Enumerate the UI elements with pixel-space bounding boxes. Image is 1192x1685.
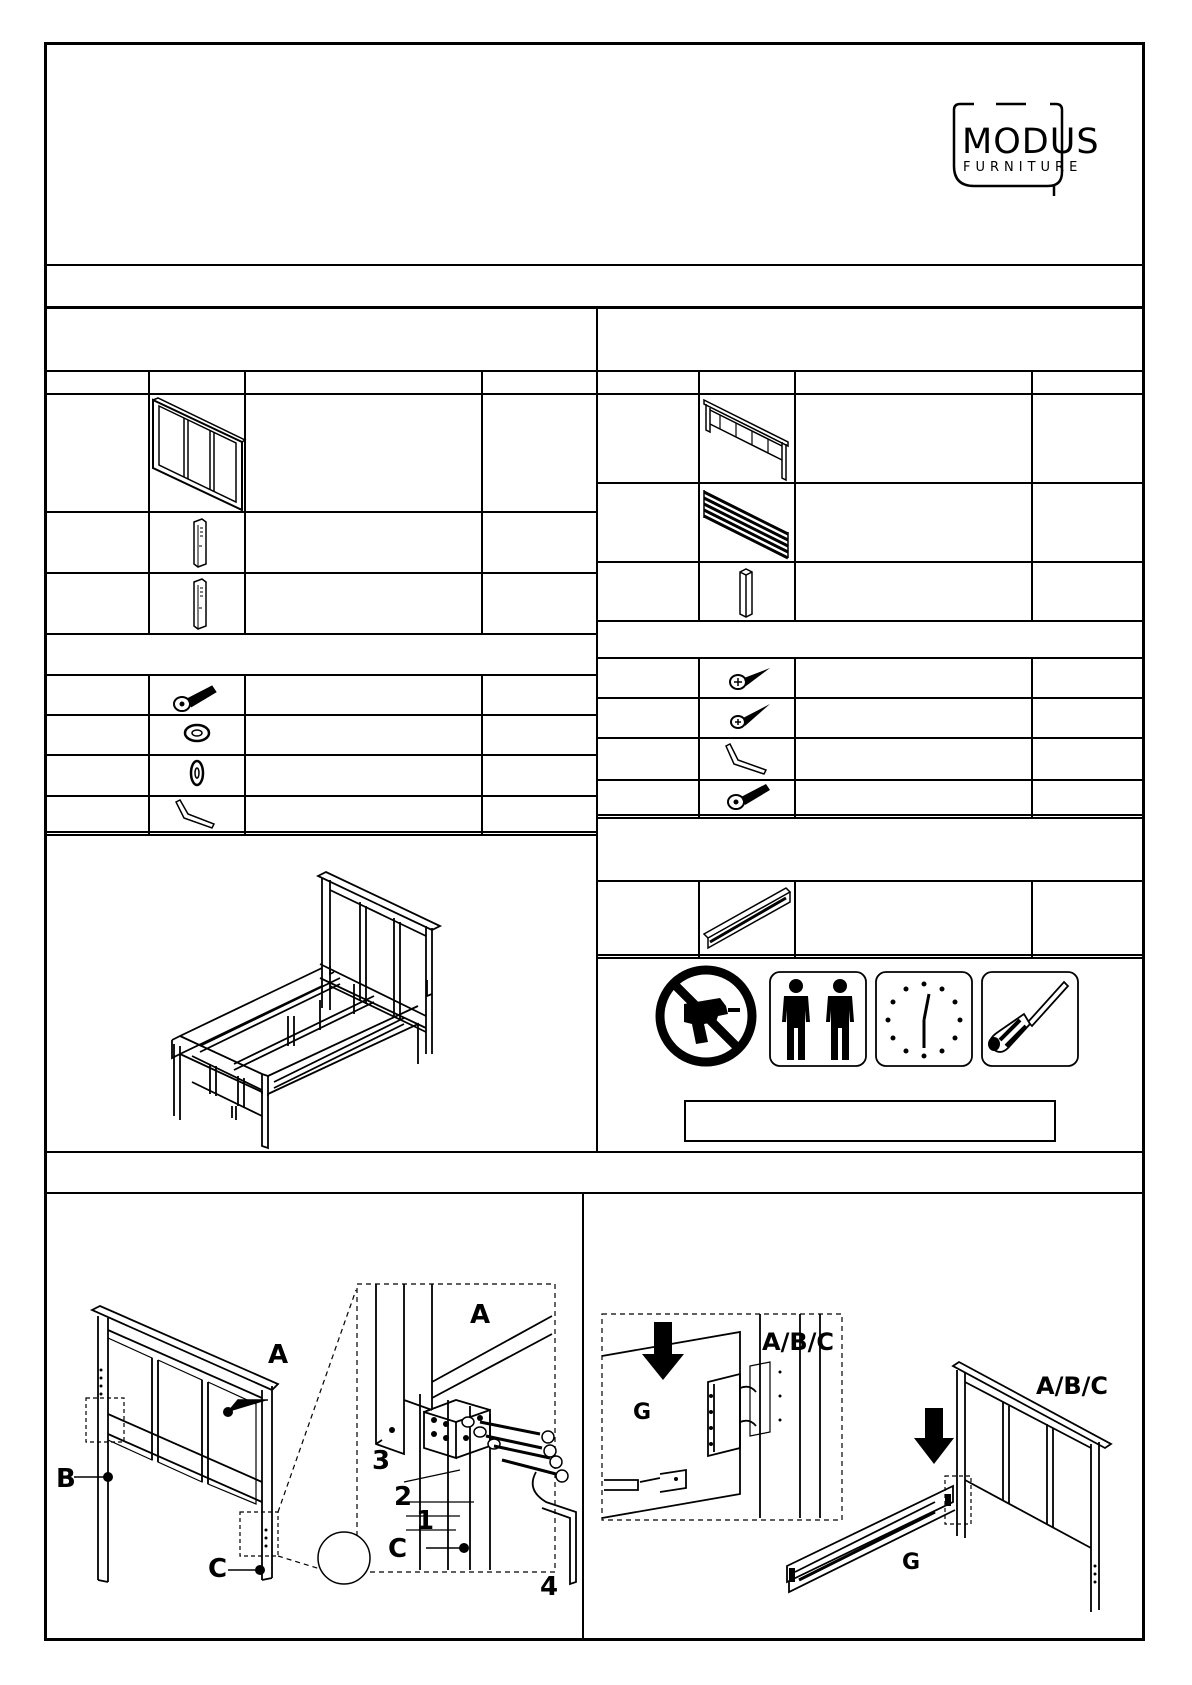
warning-box <box>684 1100 1056 1142</box>
headboard-part-image <box>150 398 245 510</box>
step1-detail-label-1: 1 <box>416 1506 435 1536</box>
screwdriver-icon <box>980 970 1080 1068</box>
step2-down-arrow-detail <box>640 1320 686 1382</box>
brand-name: MODUS <box>962 122 1100 162</box>
clock-icon <box>874 970 974 1068</box>
step1-detail-label-2: 2 <box>394 1482 413 1512</box>
bolt-icon-right <box>726 780 774 812</box>
flat-washer-icon <box>189 758 205 788</box>
allen-key-icon-right <box>724 742 768 776</box>
no-power-drill-icon <box>654 964 758 1068</box>
step2-detail-label-g: G <box>633 1400 652 1425</box>
step1-label-a: A <box>268 1340 289 1370</box>
footboard-part-image <box>702 398 790 480</box>
step1-detail-label-3: 3 <box>372 1446 391 1476</box>
post-c-part-image <box>190 578 210 630</box>
step1-headboard-image <box>50 1280 300 1590</box>
step1-label-c: C <box>208 1554 228 1584</box>
assembled-bed-image <box>170 868 460 1148</box>
lock-washer-icon <box>182 722 212 744</box>
section-divider <box>45 306 1145 309</box>
step1-detail-label-a: A <box>470 1300 491 1330</box>
wood-screw-icon-2 <box>728 702 772 730</box>
parts-split <box>596 307 598 1151</box>
slats-part-image <box>702 488 790 558</box>
wood-screw-icon-1 <box>728 664 772 692</box>
bolt-icon <box>172 680 220 714</box>
step1-detail-label-c: C <box>388 1534 408 1564</box>
step2-label-g: G <box>902 1550 921 1575</box>
support-leg-part-image <box>738 568 754 618</box>
title-divider <box>45 264 1145 266</box>
step2-label-abc: A/B/C <box>1036 1372 1109 1400</box>
allen-key-icon-left <box>174 798 216 830</box>
post-b-part-image <box>190 518 210 568</box>
step2-detail-label-abc: A/B/C <box>762 1328 835 1356</box>
brand-subtitle: FURNITURE <box>963 160 1083 175</box>
step2-down-arrow <box>912 1406 956 1466</box>
step1-label-b: B <box>56 1464 76 1494</box>
two-person-assembly-icon <box>768 970 868 1068</box>
step1-detail-label-4: 4 <box>540 1572 559 1602</box>
side-rail-part-image <box>702 884 792 952</box>
